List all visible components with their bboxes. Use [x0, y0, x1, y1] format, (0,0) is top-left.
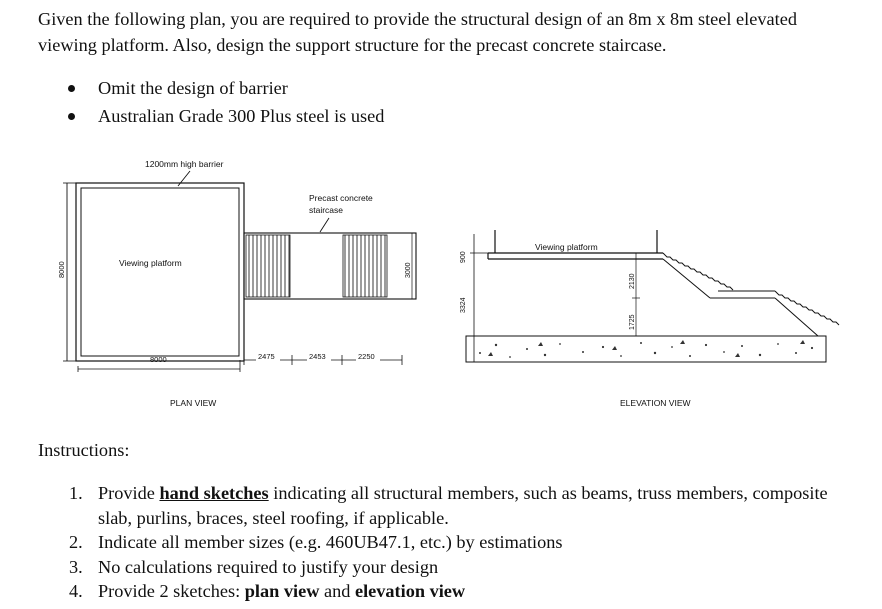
staircase-plan	[244, 233, 416, 299]
list-item	[66, 530, 856, 555]
item-number: 3.	[69, 556, 83, 577]
seg-dim-label-1: 2475	[258, 352, 275, 361]
list-item	[66, 481, 856, 530]
instructions-list	[66, 481, 856, 604]
height-dim-label: 8000	[57, 261, 66, 278]
drawing-figure	[0, 150, 882, 420]
barrier-leader	[178, 171, 190, 186]
total-height-label: 3324	[460, 297, 467, 313]
staircase-label-2: staircase	[309, 205, 344, 215]
seg-dim-label-2: 2453	[309, 352, 326, 361]
barrier-label: 1200mm high barrier	[145, 159, 224, 169]
elevation-platform-label: Viewing platform	[535, 242, 598, 252]
elevation-view	[460, 230, 839, 408]
list-item: Australian Grade 300 Plus steel is used	[66, 102, 384, 130]
item-number: 2.	[69, 532, 83, 552]
stair-width-dim-label: 3000	[405, 262, 412, 278]
item-emphasis: hand sketches	[159, 483, 269, 503]
item-text: Indicate all member sizes (e.g. 460UB47.1, etc.) by estimations	[98, 532, 563, 552]
plan-view	[57, 159, 416, 408]
drawing-svg	[0, 150, 882, 420]
stair-flight-upper	[246, 235, 290, 297]
item-text: Provide	[98, 483, 160, 503]
list-item	[66, 579, 856, 604]
upper-rise-label: 2130	[629, 273, 636, 289]
platform-label: Viewing platform	[119, 258, 182, 268]
staircase-leader	[320, 218, 329, 232]
seg-dim-label-3: 2250	[358, 352, 375, 361]
requirements-list	[66, 74, 384, 130]
item-text: No calculations required to justify your design	[98, 556, 439, 577]
platform-inner-outline	[81, 188, 239, 356]
width-dim-label: 8000	[150, 355, 167, 364]
intro-paragraph: Given the following plan, you are required to provide the structural design of an 8m x 8m steel elevated viewing platform. Also, design the support structure for the precast concrete staircase.	[38, 9, 797, 55]
plan-view-caption: PLAN VIEW	[170, 398, 217, 408]
staircase-label-1: Precast concrete	[309, 193, 373, 203]
list-item	[66, 555, 856, 580]
item-number: 1.	[69, 483, 83, 503]
instructions-title: Instructions:	[38, 440, 130, 460]
list-item: Omit the design of barrier	[66, 74, 384, 102]
item-text: indicating all structural members, such as beams, truss members, composite slab, purlins, braces, steel roofing, if applicable.	[98, 483, 828, 528]
item-text: and	[319, 581, 355, 601]
platform-outline	[76, 183, 244, 361]
ground-slab	[466, 336, 826, 362]
item-number: 4.	[69, 581, 83, 601]
elevation-view-caption: ELEVATION VIEW	[620, 398, 691, 408]
barrier-height-label: 900	[460, 251, 467, 263]
item-emphasis: plan view	[244, 581, 320, 601]
stair-flight-lower	[343, 235, 387, 297]
lower-rise-label: 1725	[629, 314, 636, 330]
staircase-elevation	[663, 253, 839, 336]
item-emphasis: elevation view	[354, 581, 466, 601]
item-text: Provide 2 sketches:	[98, 581, 245, 601]
